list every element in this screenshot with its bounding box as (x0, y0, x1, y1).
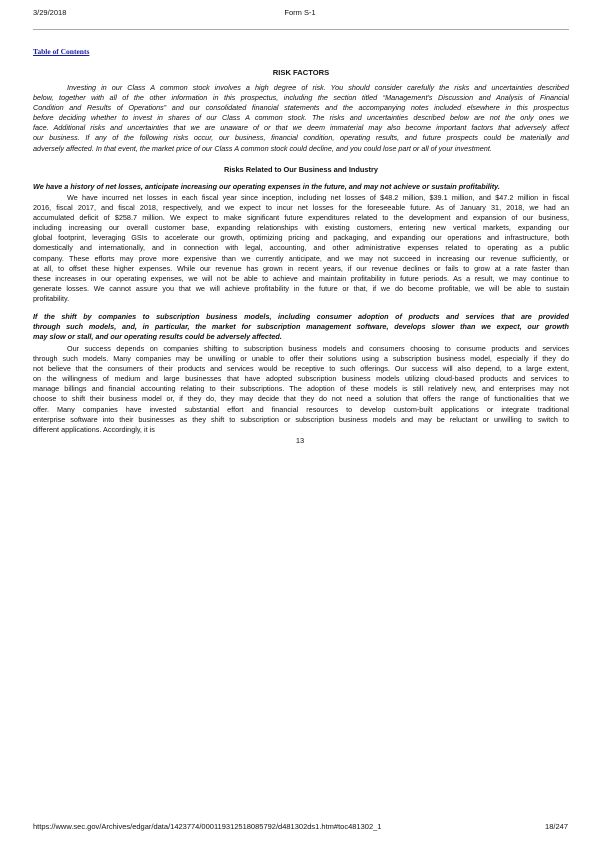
text-line: We have incurred net losses in each fiscal year since inception, including net losses of $48.2 million, $39.1 million, and $47.2 million in fiscal (67, 193, 569, 202)
risk2-body (33, 344, 569, 435)
footer-url: https://www.sec.gov/Archives/edgar/data/1423774/000119312518085792/d481302ds1.htm#toc481302_1 (33, 822, 382, 831)
text-line: domestically and internationally, and in connection with legal, accounting, and other administrative expenses related to operating as a public (33, 243, 569, 253)
text-line: at all, to offset these higher expenses. While our revenue has grown in recent years, if our revenue declines or fails to grow at a rate faster than (33, 263, 569, 273)
text-line: We have a history of net losses, anticipate increasing our operating expenses in the future, and may not achieve or sustain profitability. (33, 182, 500, 191)
header-divider (33, 29, 569, 30)
text-line: before deciding whether to invest in shares of our Class A common stock. The risks and uncertainties described below are not the only ones we (33, 113, 569, 123)
risk2-heading (33, 312, 569, 342)
text-line: not believe that the consumers of their products and services would be receptive to such offerings. Our success will also depend, to a large extent, (33, 364, 569, 374)
text-line: 2016, fiscal 2017, and fiscal 2018, respectively, and we expect to incur net losses for the foreseeable future. As of January 31, 2018, we had an (33, 203, 569, 213)
text-line: global footprint, leveraging GSIs to accelerate our growth, optimizing pricing and packaging, and expanding our operations and infrastructure, both (33, 233, 569, 243)
text-line: company. These efforts may prove more expensive than we currently anticipate, and we may not succeed in increasing our revenue sufficiently, or (33, 253, 569, 263)
text-line: below, together with all of the other information in this prospectus, including the section titled “Management’s Discussion and Analysis of Financial (33, 93, 569, 103)
text-line: may slow or stall, and our operating results could be adversely affected. (33, 332, 282, 342)
risk1-heading (33, 182, 569, 192)
text-line: choose to shift their business model or, if they do, they may decide that they do not need a solution that offers the range of functionalities that we (33, 394, 569, 404)
print-date: 3/29/2018 (33, 8, 67, 17)
risk1-body (33, 193, 569, 304)
text-line: Investing in our Class A common stock involves a high degree of risk. You should consider carefully the risks and uncertainties described (67, 83, 569, 92)
text-line: on the willingness of medium and large businesses that have adopted subscription business models utilizing cloud-based products and services to (33, 374, 569, 384)
text-line: Condition and Results of Operations” and our consolidated financial statements and the accompanying notes included elsewhere in this prospectus (33, 103, 569, 113)
text-line: profitability. (33, 293, 70, 303)
text-line: different applications. Accordingly, it is (33, 424, 155, 434)
text-line: these increases in our operating expenses, we will not be able to achieve and maintain profitability in future periods. As a result, we may continue to (33, 273, 569, 283)
text-line: adversely affected. In that event, the market price of our Class A common stock could decline, and you could lose part or all of your investment. (33, 143, 492, 153)
text-line: enterprise software into their businesses as they shift to subscription or subscription business models and may be reluctant or unwilling to switch to (33, 414, 569, 424)
text-line: Our success depends on companies shifting to subscription business models and consumers choosing to consume products and services (67, 344, 569, 353)
text-line: generate losses. We cannot assure you that we will achieve profitability in the future or that, if we do become profitable, we will be able to sustain (33, 283, 569, 293)
text-line: our business. If any of the following risks occur, our business, financial condition, operating results, and future prospects could be materially and (33, 133, 569, 143)
text-line: manage billings and financial accounting relating to their subscriptions. The adoption of these models is still relatively new, and enterprises may not (33, 384, 569, 394)
text-line: through such models, and, in particular, the market for subscription management software, develops slower than we expect, our growth (33, 322, 569, 332)
table-of-contents-link[interactable]: Table of Contents (33, 47, 90, 56)
text-line: If the shift by companies to subscription business models, including consumer adoption of products and services that are provided (33, 312, 569, 321)
intro-paragraph (33, 83, 569, 154)
text-line: offer. Many companies have invested substantial effort and financial resources to develop custom-built applications or integrate traditional (33, 404, 569, 414)
page-number: 13 (295, 436, 305, 445)
text-line: face. Additional risks and uncertainties that we are unaware of or that we deem immaterial may also become important factors that adversely affect (33, 123, 569, 133)
text-line: accumulated deficit of $258.7 million. We expect to make significant future expenditures related to the development and expansion of our business, (33, 213, 569, 223)
section-title: RISK FACTORS (272, 68, 330, 77)
subsection-title: Risks Related to Our Business and Industry (223, 165, 378, 174)
text-line: through such models. Many companies may be unwilling or unable to offer their solutions using a subscription business model, especially if they do (33, 354, 569, 364)
footer-page-count: 18/247 (545, 822, 568, 831)
document-title: Form S-1 (284, 8, 316, 17)
text-line: including increasing our overall customer base, expanding relationships with existing customers, entering new vertical markets, expanding our (33, 223, 569, 233)
